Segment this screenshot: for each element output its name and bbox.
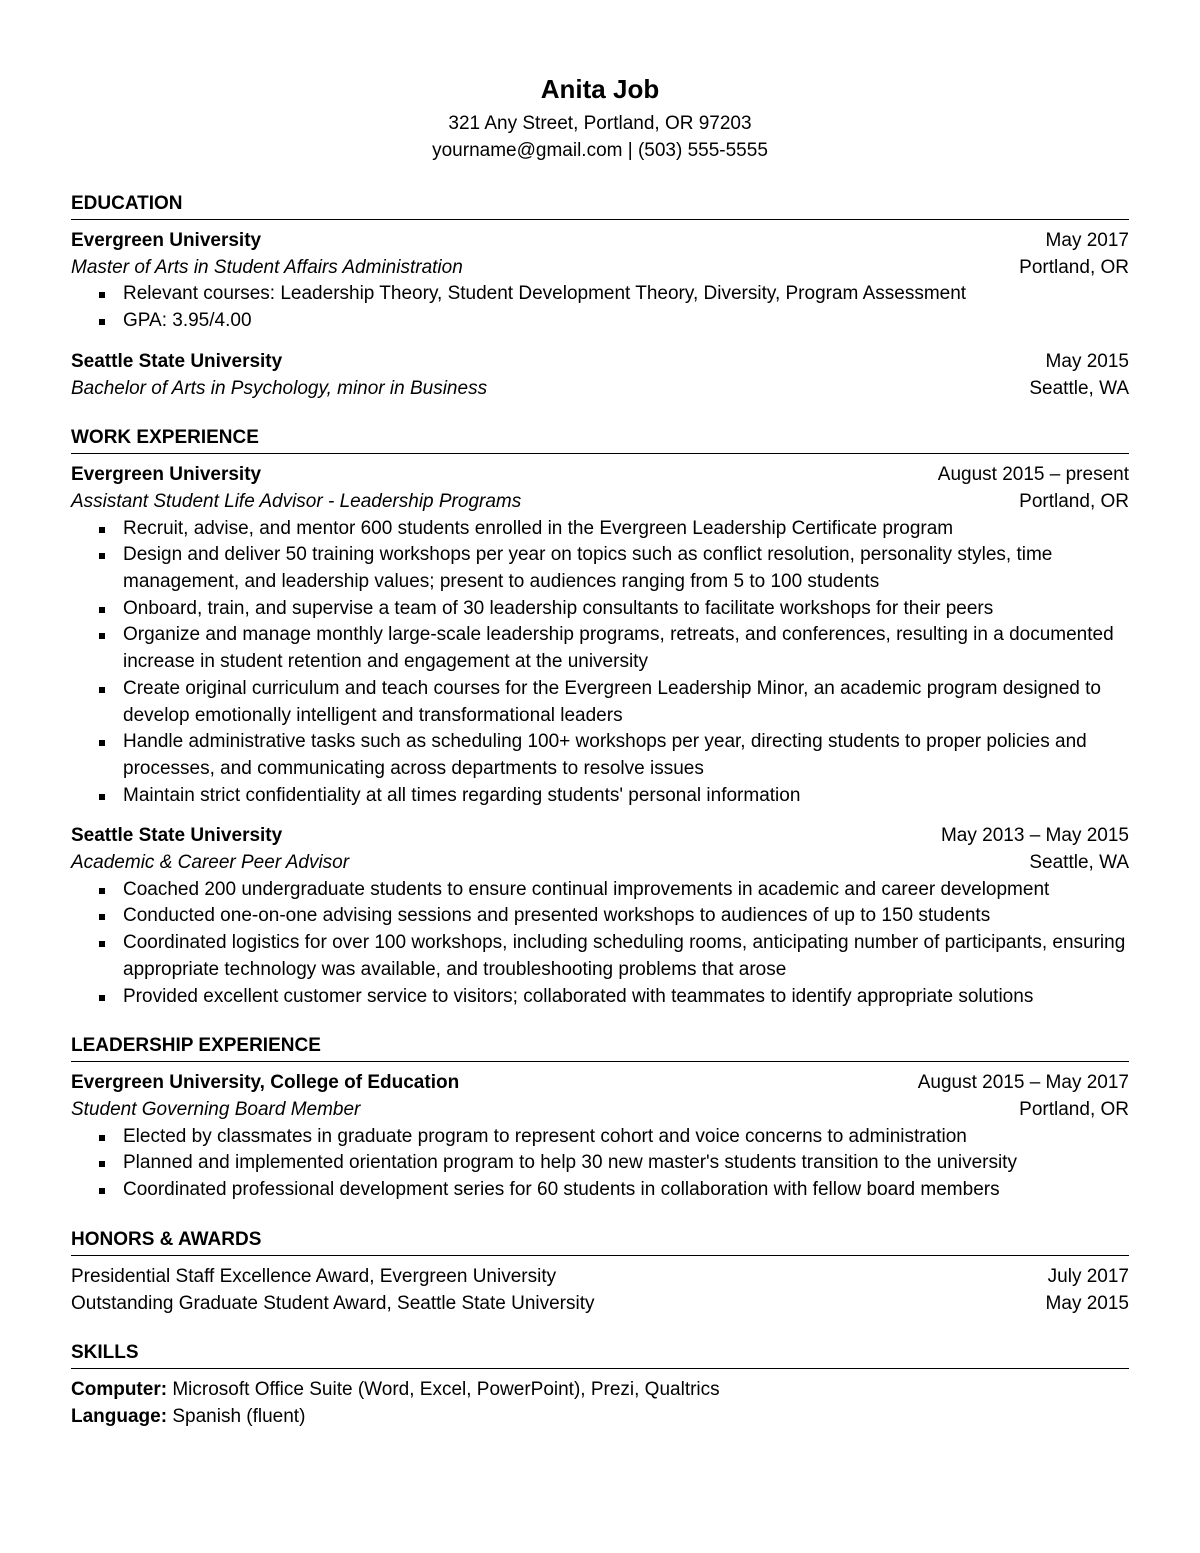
bullet-list <box>71 516 1129 810</box>
skill-value: Spanish (fluent) <box>172 1405 306 1427</box>
entry-role: Assistant Student Life Advisor - Leadership Programs <box>71 490 522 512</box>
entry-location: Portland, OR <box>1019 490 1129 512</box>
entry-location: Portland, OR <box>1019 256 1129 278</box>
section-title-skills: SKILLS <box>71 1341 1129 1369</box>
award-item <box>71 1291 1129 1318</box>
award-name: Presidential Staff Excellence Award, Evergreen University <box>71 1265 557 1287</box>
education-entry <box>71 228 1129 335</box>
entry-date: August 2015 – May 2017 <box>917 1072 1129 1094</box>
skill-item <box>71 1377 1129 1404</box>
leadership-section <box>71 1034 1129 1204</box>
bullet-item: Organize and manage monthly large-scale leadership programs, retreats, and conferences, resulting in a documented increase in student retention and engagement at the university <box>99 622 1129 675</box>
entry-org: Seattle State University <box>71 825 283 847</box>
entry-date: May 2017 <box>1045 230 1129 251</box>
bullet-item: Create original curriculum and teach courses for the Evergreen Leadership Minor, an academic program designed to develop emotionally intelligent and transformational leaders <box>99 676 1129 729</box>
entry-role: Student Governing Board Member <box>71 1098 361 1120</box>
bullet-item: Handle administrative tasks such as scheduling 100+ workshops per year, directing students to proper policies and processes, and communicating across departments to resolve issues <box>99 729 1129 782</box>
work-entry <box>71 462 1129 809</box>
skill-label: Language: <box>71 1405 168 1427</box>
bullet-item: Planned and implemented orientation program to help 30 new master's students transition to the university <box>99 1150 1129 1177</box>
bullet-item: GPA: 3.95/4.00 <box>99 308 1129 335</box>
bullet-item: Conducted one-on-one advising sessions and presented workshops to audiences of up to 150 students <box>99 903 1129 930</box>
entry-org: Evergreen University <box>71 464 262 486</box>
bullet-item: Maintain strict confidentiality at all times regarding students' personal information <box>99 783 1129 810</box>
entry-org: Evergreen University <box>71 230 262 251</box>
skill-value: Microsoft Office Suite (Word, Excel, PowerPoint), Prezi, Qualtrics <box>172 1379 720 1401</box>
section-title-honors: HONORS & AWARDS <box>71 1228 1129 1256</box>
entry-date: August 2015 – present <box>937 464 1129 486</box>
entry-date: May 2013 – May 2015 <box>940 825 1129 847</box>
leadership-entry <box>71 1070 1129 1204</box>
entry-date: May 2015 <box>1045 350 1129 372</box>
award-date: May 2015 <box>1045 1292 1129 1314</box>
entry-role: Bachelor of Arts in Psychology, minor in Business <box>71 377 488 399</box>
section-title-leadership: LEADERSHIP EXPERIENCE <box>71 1034 1129 1062</box>
bullet-list <box>71 877 1129 1011</box>
entry-org: Seattle State University <box>71 350 283 372</box>
entry-role: Academic & Career Peer Advisor <box>71 852 350 874</box>
skills-section <box>71 1341 1129 1430</box>
bullet-item: Provided excellent customer service to visitors; collaborated with teammates to identify appropriate solutions <box>99 984 1129 1011</box>
entry-location: Seattle, WA <box>1029 852 1129 874</box>
entry-role: Master of Arts in Student Affairs Administration <box>71 256 463 278</box>
bullet-item: Relevant courses: Leadership Theory, Student Development Theory, Diversity, Program Assessment <box>99 281 1129 308</box>
bullet-item: Coached 200 undergraduate students to ensure continual improvements in academic and career development <box>99 877 1129 904</box>
bullet-item: Coordinated logistics for over 100 workshops, including scheduling rooms, anticipating number of participants, ensuring appropriate technology was available, and troubleshooting problems that arose <box>99 930 1129 983</box>
skill-label: Computer: <box>71 1379 168 1401</box>
resume-header <box>71 72 1129 164</box>
entry-org: Evergreen University, College of Education <box>71 1072 460 1094</box>
honors-section <box>71 1228 1129 1317</box>
award-name: Outstanding Graduate Student Award, Seattle State University <box>71 1292 595 1314</box>
education-entry <box>71 349 1129 402</box>
bullet-list <box>71 281 1129 334</box>
address: 321 Any Street, Portland, OR 97203 <box>448 113 752 134</box>
contact-info: yourname@gmail.com | (503) 555-5555 <box>432 140 768 161</box>
award-date: July 2017 <box>1047 1265 1129 1287</box>
bullet-list <box>71 1124 1129 1204</box>
candidate-name: Anita Job <box>540 74 660 104</box>
section-title-work: WORK EXPERIENCE <box>71 426 1129 454</box>
entry-location: Seattle, WA <box>1029 377 1129 399</box>
bullet-item: Design and deliver 50 training workshops per year on topics such as conflict resolution, personality styles, time management, and leadership values; present to audiences ranging from 5 to 100 students <box>99 542 1129 595</box>
entry-location: Portland, OR <box>1019 1098 1129 1120</box>
education-section <box>71 192 1129 402</box>
award-item <box>71 1264 1129 1291</box>
work-entry <box>71 823 1129 1010</box>
section-title-education: EDUCATION <box>71 192 1129 220</box>
bullet-item: Elected by classmates in graduate program to represent cohort and voice concerns to administration <box>99 1124 1129 1151</box>
work-section <box>71 426 1129 1010</box>
bullet-item: Recruit, advise, and mentor 600 students enrolled in the Evergreen Leadership Certificate program <box>99 516 1129 543</box>
bullet-item: Onboard, train, and supervise a team of 30 leadership consultants to facilitate workshops for their peers <box>99 596 1129 623</box>
bullet-item: Coordinated professional development series for 60 students in collaboration with fellow board members <box>99 1177 1129 1204</box>
skill-item <box>71 1404 1129 1431</box>
